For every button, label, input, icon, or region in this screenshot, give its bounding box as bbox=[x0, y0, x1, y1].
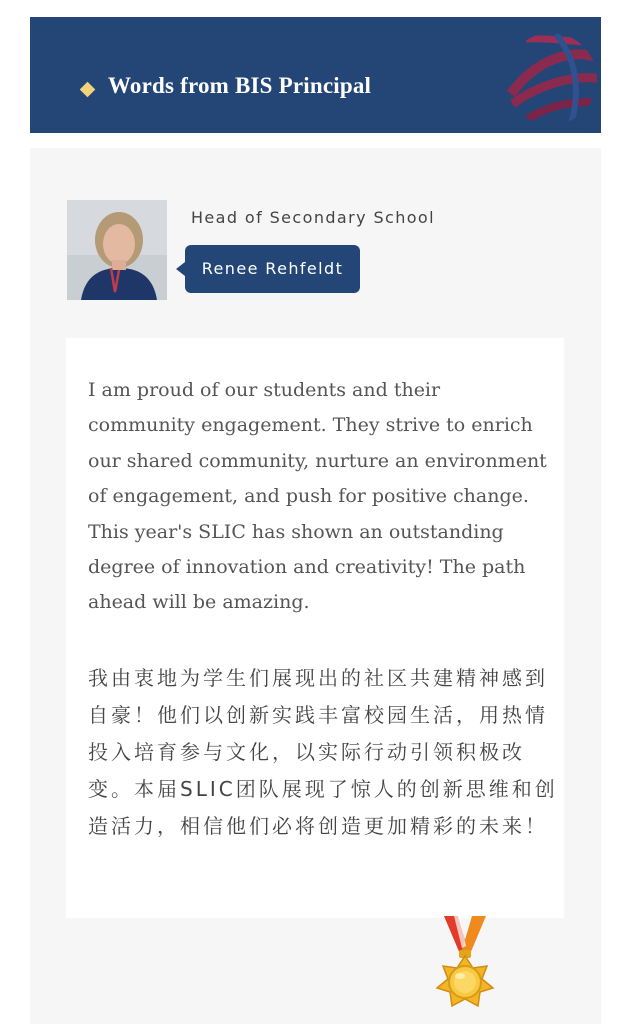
section-header bbox=[30, 17, 601, 133]
role-title: Head of Secondary School bbox=[191, 208, 435, 227]
gold-medal-icon bbox=[430, 916, 500, 1026]
quote-box bbox=[66, 338, 564, 918]
avatar bbox=[67, 200, 167, 300]
portrait-image bbox=[67, 200, 167, 300]
name-badge: Renee Rehfeldt bbox=[185, 245, 360, 293]
diamond-icon bbox=[80, 82, 96, 98]
quote-english: I am proud of our students and their community engagement. They strive to enrich our shared community, nurture an environment of engagement, and push for positive change. This year's SLIC has shown an outstanding degree of innovation and creativity! The path ahead will be amazing. bbox=[88, 379, 547, 614]
section-title: Words from BIS Principal bbox=[108, 73, 372, 98]
quote-chinese: 我由衷地为学生们展现出的社区共建精神感到自豪！他们以创新实践丰富校园生活，用热情投入培育参与文化，以实际行动引领积极改变。本届SLIC团队展现了惊人的创新思维和创造活力，相信他们必将创造更加精彩的未来！ bbox=[88, 666, 558, 838]
principal-card bbox=[30, 148, 601, 1024]
globe-logo bbox=[501, 29, 601, 129]
